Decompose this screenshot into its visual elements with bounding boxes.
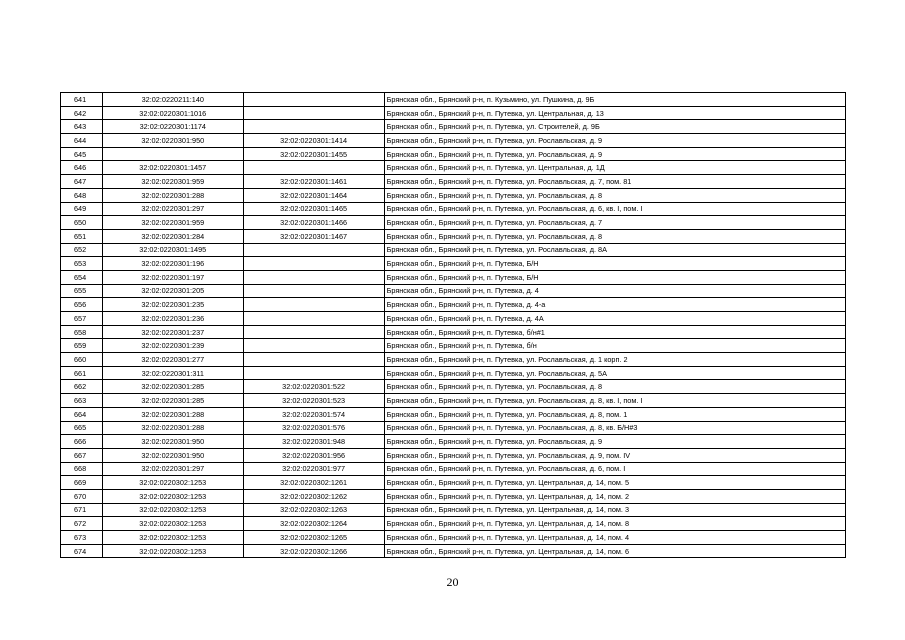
address-cell: Брянская обл., Брянский р-н, п. Путевка, ул. Рославльская, д. 6, кв. I, пом. I: [384, 202, 845, 216]
address-cell: Брянская обл., Брянский р-н, п. Путевка, ул. Рославльская, д. 7, пом. 81: [384, 175, 845, 189]
table-row: [61, 257, 846, 271]
address-cell: Брянская обл., Брянский р-н, п. Путевка, ул. Строителей, д. 9Б: [384, 120, 845, 134]
table-row: [61, 517, 846, 531]
address-cell: Брянская обл., Брянский р-н, п. Путевка, ул. Рославльская, д. 9: [384, 435, 845, 449]
table-row: [61, 503, 846, 517]
cadastral-number-cell: 32:02:0220301:196: [102, 257, 243, 271]
address-cell: Брянская обл., Брянский р-н, п. Путевка, д. 4: [384, 284, 845, 298]
address-cell: Брянская обл., Брянский р-н, п. Путевка, ул. Рославльская, д. 8А: [384, 243, 845, 257]
row-number-cell: 672: [61, 517, 103, 531]
cadastral-number-cell: 32:02:0220301:1495: [102, 243, 243, 257]
cadastral-number-cell: 32:02:0220301:950: [102, 435, 243, 449]
building-cadastral-number-cell: [243, 339, 384, 353]
table-row: [61, 298, 846, 312]
table-row: [61, 229, 846, 243]
table-row: [61, 134, 846, 148]
address-cell: Брянская обл., Брянский р-н, п. Путевка, ул. Рославльская, д. 8, пом. 1: [384, 407, 845, 421]
table-row: [61, 407, 846, 421]
address-cell: Брянская обл., Брянский р-н, п. Путевка, ул. Центральная, д. 14, пом. 2: [384, 489, 845, 503]
cadastral-number-cell: 32:02:0220301:235: [102, 298, 243, 312]
address-cell: Брянская обл., Брянский р-н, п. Путевка, ул. Центральная, д. 14, пом. 5: [384, 476, 845, 490]
cadastral-number-cell: 32:02:0220302:1253: [102, 517, 243, 531]
table-row: [61, 93, 846, 107]
address-cell: Брянская обл., Брянский р-н, п. Путевка, ул. Рославльская, д. 9, пом. IV: [384, 448, 845, 462]
cadastral-number-cell: 32:02:0220301:950: [102, 134, 243, 148]
row-number-cell: 643: [61, 120, 103, 134]
registry-table: [60, 92, 846, 558]
table-row: [61, 147, 846, 161]
building-cadastral-number-cell: 32:02:0220301:1455: [243, 147, 384, 161]
cadastral-number-cell: 32:02:0220301:277: [102, 353, 243, 367]
table-row: [61, 312, 846, 326]
table-row: [61, 380, 846, 394]
building-cadastral-number-cell: 32:02:0220301:523: [243, 394, 384, 408]
registry-table-body: [61, 93, 846, 558]
row-number-cell: 659: [61, 339, 103, 353]
cadastral-number-cell: 32:02:0220301:311: [102, 366, 243, 380]
row-number-cell: 663: [61, 394, 103, 408]
row-number-cell: 658: [61, 325, 103, 339]
building-cadastral-number-cell: [243, 298, 384, 312]
table-row: [61, 216, 846, 230]
building-cadastral-number-cell: 32:02:0220301:574: [243, 407, 384, 421]
building-cadastral-number-cell: [243, 161, 384, 175]
row-number-cell: 646: [61, 161, 103, 175]
table-row: [61, 448, 846, 462]
building-cadastral-number-cell: 32:02:0220302:1266: [243, 544, 384, 558]
table-row: [61, 120, 846, 134]
address-cell: Брянская обл., Брянский р-н, п. Путевка, ул. Центральная, д. 14, пом. 8: [384, 517, 845, 531]
table-row: [61, 353, 846, 367]
table-row: [61, 325, 846, 339]
row-number-cell: 661: [61, 366, 103, 380]
row-number-cell: 662: [61, 380, 103, 394]
row-number-cell: 664: [61, 407, 103, 421]
address-cell: Брянская обл., Брянский р-н, п. Путевка, ул. Рославльская, д. 8: [384, 188, 845, 202]
building-cadastral-number-cell: 32:02:0220302:1264: [243, 517, 384, 531]
row-number-cell: 645: [61, 147, 103, 161]
address-cell: Брянская обл., Брянский р-н, п. Путевка, д. 4-а: [384, 298, 845, 312]
cadastral-number-cell: 32:02:0220301:950: [102, 448, 243, 462]
address-cell: Брянская обл., Брянский р-н, п. Путевка, ул. Рославльская, д. 1 корп. 2: [384, 353, 845, 367]
table-row: [61, 421, 846, 435]
table-row: [61, 435, 846, 449]
building-cadastral-number-cell: [243, 284, 384, 298]
building-cadastral-number-cell: 32:02:0220302:1262: [243, 489, 384, 503]
page-number: 20: [446, 575, 459, 589]
address-cell: Брянская обл., Брянский р-н, п. Путевка, ул. Центральная, д. 14, пом. 4: [384, 531, 845, 545]
address-cell: Брянская обл., Брянский р-н, п. Путевка, ул. Центральная, д. 14, пом. 3: [384, 503, 845, 517]
building-cadastral-number-cell: 32:02:0220301:1464: [243, 188, 384, 202]
address-cell: Брянская обл., Брянский р-н, п. Путевка, ул. Рославльская, д. 8: [384, 380, 845, 394]
row-number-cell: 666: [61, 435, 103, 449]
building-cadastral-number-cell: [243, 270, 384, 284]
cadastral-number-cell: 32:02:0220301:959: [102, 175, 243, 189]
building-cadastral-number-cell: [243, 120, 384, 134]
row-number-cell: 641: [61, 93, 103, 107]
row-number-cell: 648: [61, 188, 103, 202]
row-number-cell: 660: [61, 353, 103, 367]
cadastral-number-cell: 32:02:0220301:236: [102, 312, 243, 326]
row-number-cell: 669: [61, 476, 103, 490]
address-cell: Брянская обл., Брянский р-н, п. Путевка, д. 4А: [384, 312, 845, 326]
address-cell: Брянская обл., Брянский р-н, п. Путевка, б/н#1: [384, 325, 845, 339]
cadastral-number-cell: 32:02:0220301:288: [102, 407, 243, 421]
cadastral-number-cell: 32:02:0220301:285: [102, 380, 243, 394]
building-cadastral-number-cell: [243, 312, 384, 326]
building-cadastral-number-cell: 32:02:0220301:1467: [243, 229, 384, 243]
cadastral-number-cell: 32:02:0220301:1174: [102, 120, 243, 134]
cadastral-number-cell: 32:02:0220301:288: [102, 188, 243, 202]
address-cell: Брянская обл., Брянский р-н, п. Путевка, ул. Рославльская, д. 5А: [384, 366, 845, 380]
table-row: [61, 366, 846, 380]
table-row: [61, 462, 846, 476]
address-cell: Брянская обл., Брянский р-н, п. Путевка, ул. Центральная, д. 1Д: [384, 161, 845, 175]
table-row: [61, 284, 846, 298]
row-number-cell: 654: [61, 270, 103, 284]
table-row: [61, 544, 846, 558]
row-number-cell: 644: [61, 134, 103, 148]
cadastral-number-cell: 32:02:0220301:197: [102, 270, 243, 284]
address-cell: Брянская обл., Брянский р-н, п. Путевка, ул. Рославльская, д. 6, пом. I: [384, 462, 845, 476]
building-cadastral-number-cell: [243, 106, 384, 120]
building-cadastral-number-cell: [243, 243, 384, 257]
cadastral-number-cell: 32:02:0220301:285: [102, 394, 243, 408]
address-cell: Брянская обл., Брянский р-н, п. Путевка, Б/Н: [384, 257, 845, 271]
building-cadastral-number-cell: 32:02:0220301:948: [243, 435, 384, 449]
address-cell: Брянская обл., Брянский р-н, п. Путевка, ул. Рославльская, д. 8, кв. Б/Н#3: [384, 421, 845, 435]
address-cell: Брянская обл., Брянский р-н, п. Путевка, ул. Рославльская, д. 9: [384, 147, 845, 161]
cadastral-number-cell: 32:02:0220301:237: [102, 325, 243, 339]
row-number-cell: 647: [61, 175, 103, 189]
address-cell: Брянская обл., Брянский р-н, п. Путевка, ул. Рославльская, д. 9: [384, 134, 845, 148]
cadastral-number-cell: 32:02:0220301:239: [102, 339, 243, 353]
address-cell: Брянская обл., Брянский р-н, п. Путевка, ул. Рославльская, д. 8: [384, 229, 845, 243]
table-row: [61, 531, 846, 545]
cadastral-number-cell: 32:02:0220301:284: [102, 229, 243, 243]
cadastral-number-cell: 32:02:0220301:297: [102, 202, 243, 216]
row-number-cell: 671: [61, 503, 103, 517]
row-number-cell: 673: [61, 531, 103, 545]
row-number-cell: 670: [61, 489, 103, 503]
building-cadastral-number-cell: 32:02:0220301:1466: [243, 216, 384, 230]
table-row: [61, 270, 846, 284]
building-cadastral-number-cell: 32:02:0220301:956: [243, 448, 384, 462]
building-cadastral-number-cell: 32:02:0220301:977: [243, 462, 384, 476]
cadastral-number-cell: 32:02:0220302:1253: [102, 544, 243, 558]
table-row: [61, 394, 846, 408]
building-cadastral-number-cell: 32:02:0220301:522: [243, 380, 384, 394]
address-cell: Брянская обл., Брянский р-н, п. Путевка, Б/Н: [384, 270, 845, 284]
table-row: [61, 175, 846, 189]
cadastral-number-cell: 32:02:0220301:297: [102, 462, 243, 476]
row-number-cell: 652: [61, 243, 103, 257]
row-number-cell: 655: [61, 284, 103, 298]
cadastral-number-cell: 32:02:0220211:140: [102, 93, 243, 107]
cadastral-number-cell: 32:02:0220301:288: [102, 421, 243, 435]
building-cadastral-number-cell: 32:02:0220301:1414: [243, 134, 384, 148]
cadastral-number-cell: [102, 147, 243, 161]
table-row: [61, 161, 846, 175]
address-cell: Брянская обл., Брянский р-н, п. Путевка, ул. Центральная, д. 14, пом. 6: [384, 544, 845, 558]
building-cadastral-number-cell: [243, 93, 384, 107]
building-cadastral-number-cell: 32:02:0220301:576: [243, 421, 384, 435]
table-row: [61, 489, 846, 503]
row-number-cell: 665: [61, 421, 103, 435]
building-cadastral-number-cell: 32:02:0220301:1465: [243, 202, 384, 216]
row-number-cell: 667: [61, 448, 103, 462]
cadastral-number-cell: 32:02:0220301:1457: [102, 161, 243, 175]
row-number-cell: 653: [61, 257, 103, 271]
cadastral-number-cell: 32:02:0220302:1253: [102, 531, 243, 545]
row-number-cell: 657: [61, 312, 103, 326]
building-cadastral-number-cell: [243, 325, 384, 339]
cadastral-number-cell: 32:02:0220301:1016: [102, 106, 243, 120]
building-cadastral-number-cell: [243, 353, 384, 367]
address-cell: Брянская обл., Брянский р-н, п. Кузьмино, ул. Пушкина, д. 9Б: [384, 93, 845, 107]
table-row: [61, 339, 846, 353]
building-cadastral-number-cell: [243, 366, 384, 380]
row-number-cell: 651: [61, 229, 103, 243]
table-row: [61, 476, 846, 490]
table-row: [61, 243, 846, 257]
row-number-cell: 642: [61, 106, 103, 120]
table-row: [61, 106, 846, 120]
address-cell: Брянская обл., Брянский р-н, п. Путевка, б/н: [384, 339, 845, 353]
cadastral-number-cell: 32:02:0220302:1253: [102, 476, 243, 490]
row-number-cell: 656: [61, 298, 103, 312]
address-cell: Брянская обл., Брянский р-н, п. Путевка, ул. Рославльская, д. 8, кв. I, пом. I: [384, 394, 845, 408]
building-cadastral-number-cell: 32:02:0220301:1461: [243, 175, 384, 189]
row-number-cell: 649: [61, 202, 103, 216]
building-cadastral-number-cell: 32:02:0220302:1265: [243, 531, 384, 545]
row-number-cell: 650: [61, 216, 103, 230]
address-cell: Брянская обл., Брянский р-н, п. Путевка, ул. Рославльская, д. 7: [384, 216, 845, 230]
building-cadastral-number-cell: [243, 257, 384, 271]
table-row: [61, 202, 846, 216]
cadastral-number-cell: 32:02:0220302:1253: [102, 503, 243, 517]
building-cadastral-number-cell: 32:02:0220302:1261: [243, 476, 384, 490]
cadastral-number-cell: 32:02:0220302:1253: [102, 489, 243, 503]
row-number-cell: 668: [61, 462, 103, 476]
table-row: [61, 188, 846, 202]
row-number-cell: 674: [61, 544, 103, 558]
cadastral-number-cell: 32:02:0220301:205: [102, 284, 243, 298]
building-cadastral-number-cell: 32:02:0220302:1263: [243, 503, 384, 517]
address-cell: Брянская обл., Брянский р-н, п. Путевка, ул. Центральная, д. 13: [384, 106, 845, 120]
cadastral-number-cell: 32:02:0220301:959: [102, 216, 243, 230]
